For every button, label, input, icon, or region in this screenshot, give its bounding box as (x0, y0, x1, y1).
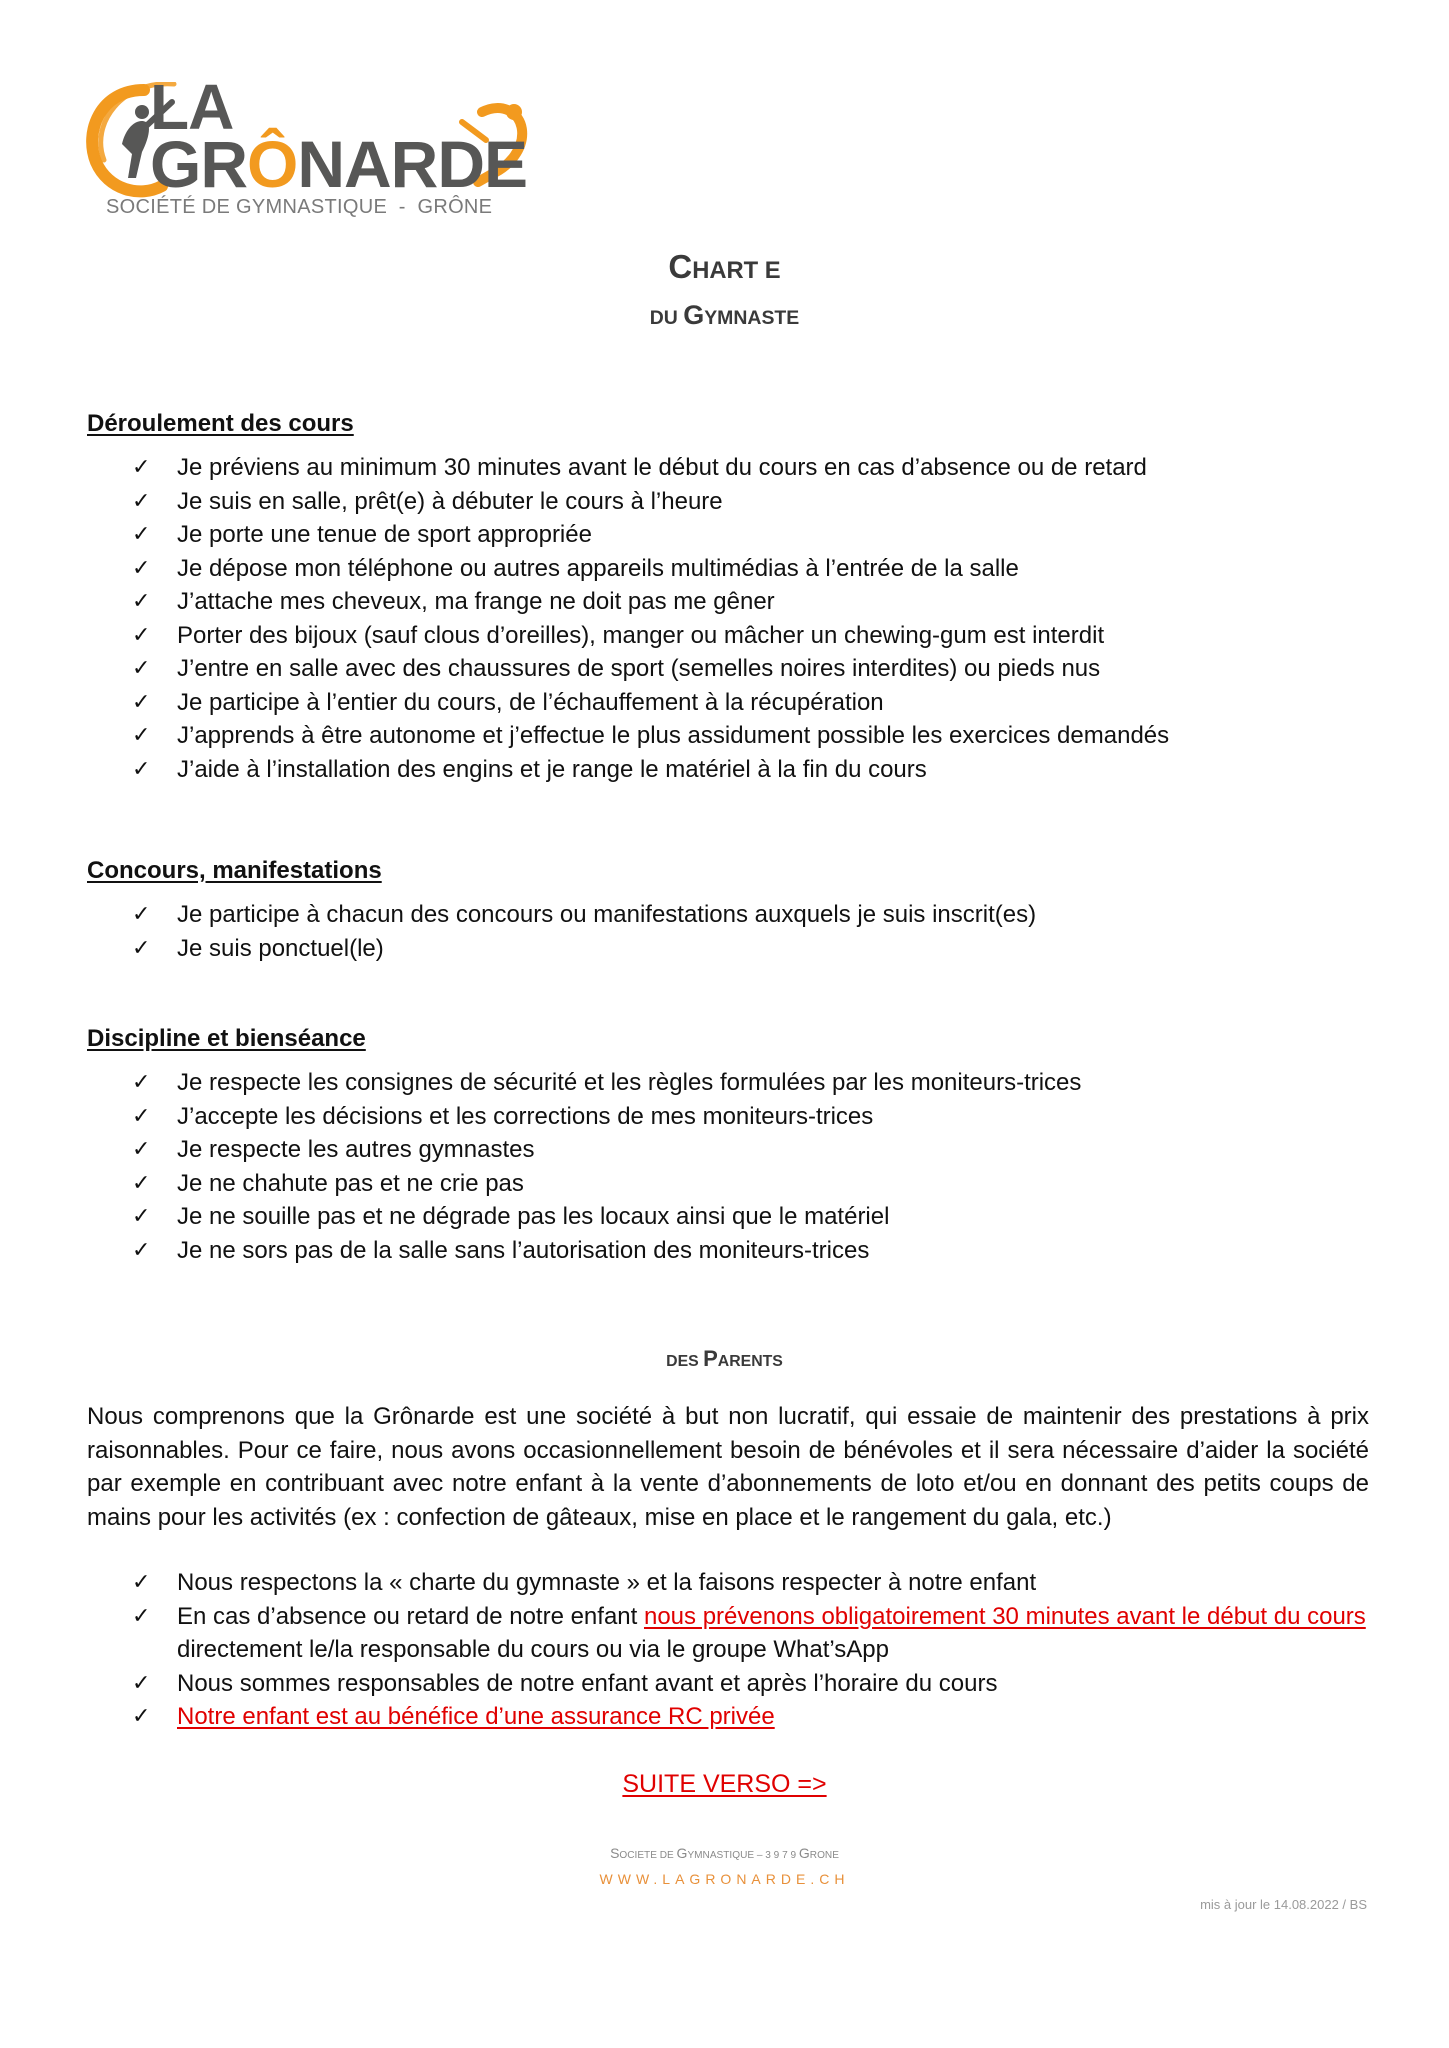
checklist-cours (132, 451, 1169, 786)
highlighted-requirement: nous prévenons obligatoirement 30 minutes avant le début du cours (643, 1602, 1366, 1630)
logo-word-la: LA (150, 71, 234, 143)
checklist-parents (132, 1566, 1413, 1734)
check-icon: ✓ (132, 555, 151, 581)
club-logo (82, 71, 552, 222)
list-item: ✓ Je participe à chacun des concours ou manifestations auxquels je suis inscrit(es) (132, 898, 1036, 932)
list-item: ✓ Je respecte les consignes de sécurité et les règles formulées par les moniteurs-trices (132, 1066, 1081, 1100)
list-item: ✓ Je porte une tenue de sport appropriée (132, 518, 1169, 552)
logo-word-gronarde: GRÔNARDE (150, 127, 528, 201)
list-item: ✓ Nous sommes responsables de notre enfant avant et après l’horaire du cours (132, 1667, 1413, 1701)
check-icon: ✓ (132, 488, 151, 514)
check-icon: ✓ (132, 723, 151, 748)
check-icon: ✓ (132, 1570, 151, 1595)
list-item: ✓ Je participe à l’entier du cours, de l’échauffement à la récupération (132, 686, 1169, 720)
check-icon: ✓ (132, 622, 151, 648)
footer-website-link[interactable]: WWW.LAGRONARDE.CH (599, 1871, 850, 1887)
check-icon: ✓ (132, 689, 151, 715)
list-item: ✓ En cas d’absence ou retard de notre enfant nous prévenons obligatoirement 30 minutes avant le début du cours directement le/la responsable du cours ou via le groupe What’sApp (132, 1600, 1413, 1667)
check-icon: ✓ (132, 656, 151, 681)
checklist-concours (132, 898, 1036, 965)
list-item: ✓ Je dépose mon téléphone ou autres appareils multimédias à l’entrée de la salle (132, 552, 1169, 586)
list-item: ✓ Je préviens au minimum 30 minutes avant le début du cours en cas d’absence ou de retard (132, 451, 1169, 485)
check-icon: ✓ (132, 589, 151, 614)
check-icon: ✓ (132, 1704, 151, 1729)
list-item: ✓ Je suis ponctuel(le) (132, 932, 1036, 966)
list-item: ✓ J’attache mes cheveux, ma frange ne doit pas me gêner (132, 585, 1169, 619)
check-icon: ✓ (132, 1170, 151, 1196)
list-item: ✓ J’apprends à être autonome et j’effectue le plus assidument possible les exercices demandés (132, 719, 1169, 753)
page-title: CHART E (668, 248, 781, 285)
parents-heading: DES PARENTS (666, 1346, 783, 1371)
list-item: ✓ Nous respectons la « charte du gymnaste » et la faisons respecter à notre enfant (132, 1566, 1413, 1600)
list-item: ✓ J’aide à l’installation des engins et je range le matériel à la fin du cours (132, 753, 1169, 787)
check-icon: ✓ (132, 756, 151, 782)
page-subtitle: DU GYMNASTE (649, 300, 800, 330)
list-item (132, 1700, 1413, 1734)
footer-updated-note: mis à jour le 14.08.2022 / BS (1200, 1897, 1367, 1912)
section-heading-cours: Déroulement des cours (87, 410, 354, 437)
logo-tagline: SOCIÉTÉ DE GYMNASTIQUE - GRÔNE (106, 196, 493, 218)
check-icon: ✓ (132, 455, 151, 480)
check-icon: ✓ (132, 902, 151, 927)
check-icon: ✓ (132, 1137, 151, 1162)
list-item: ✓ Je ne souille pas et ne dégrade pas les locaux ainsi que le matériel (132, 1200, 1081, 1234)
list-item: ✓ Je respecte les autres gymnastes (132, 1133, 1081, 1167)
parents-paragraph: Nous comprenons que la Grônarde est une société à but non lucratif, qui essaie de maintenir des prestations à prix raisonnables. Pour ce faire, nous avons occasionnellement besoin de bénévoles et il sera nécessaire d’aider la société par exemple en contribuant avec notre enfant à la vente d’abonnements de loto et/ou en donnant des petits coups de mains pour les activités (ex : confection de gâteaux, mise en place et le rangement du gala, etc.) (87, 1403, 1369, 1531)
check-icon: ✓ (132, 1070, 151, 1095)
check-icon: ✓ (132, 1237, 151, 1263)
check-icon: ✓ (132, 935, 151, 961)
footer-society: SOCIETE DE GYMNASTIQUE – 3 9 7 9 GRONE (610, 1845, 839, 1861)
check-icon: ✓ (132, 1103, 151, 1129)
list-item: ✓ Je ne chahute pas et ne crie pas (132, 1167, 1081, 1201)
section-heading-discipline: Discipline et bienséance (87, 1025, 366, 1052)
check-icon: ✓ (132, 1204, 151, 1229)
list-item: ✓ J’accepte les décisions et les corrections de mes moniteurs-trices (132, 1100, 1081, 1134)
check-icon: ✓ (132, 1603, 151, 1629)
check-icon: ✓ (132, 1670, 151, 1696)
continue-overleaf-note: SUITE VERSO => (622, 1770, 827, 1798)
check-icon: ✓ (132, 522, 151, 547)
list-item: ✓ Je ne sors pas de la salle sans l’autorisation des moniteurs-trices (132, 1234, 1081, 1268)
highlighted-requirement: Notre enfant est au bénéfice d’une assurance RC privée (177, 1703, 775, 1730)
list-item: ✓ Je suis en salle, prêt(e) à débuter le cours à l’heure (132, 485, 1169, 519)
list-item: ✓ Porter des bijoux (sauf clous d’oreilles), manger ou mâcher un chewing-gum est interdit (132, 619, 1169, 653)
checklist-discipline (132, 1066, 1081, 1267)
section-heading-concours: Concours, manifestations (87, 857, 382, 884)
list-item: ✓ J’entre en salle avec des chaussures de sport (semelles noires interdites) ou pieds nus (132, 652, 1169, 686)
